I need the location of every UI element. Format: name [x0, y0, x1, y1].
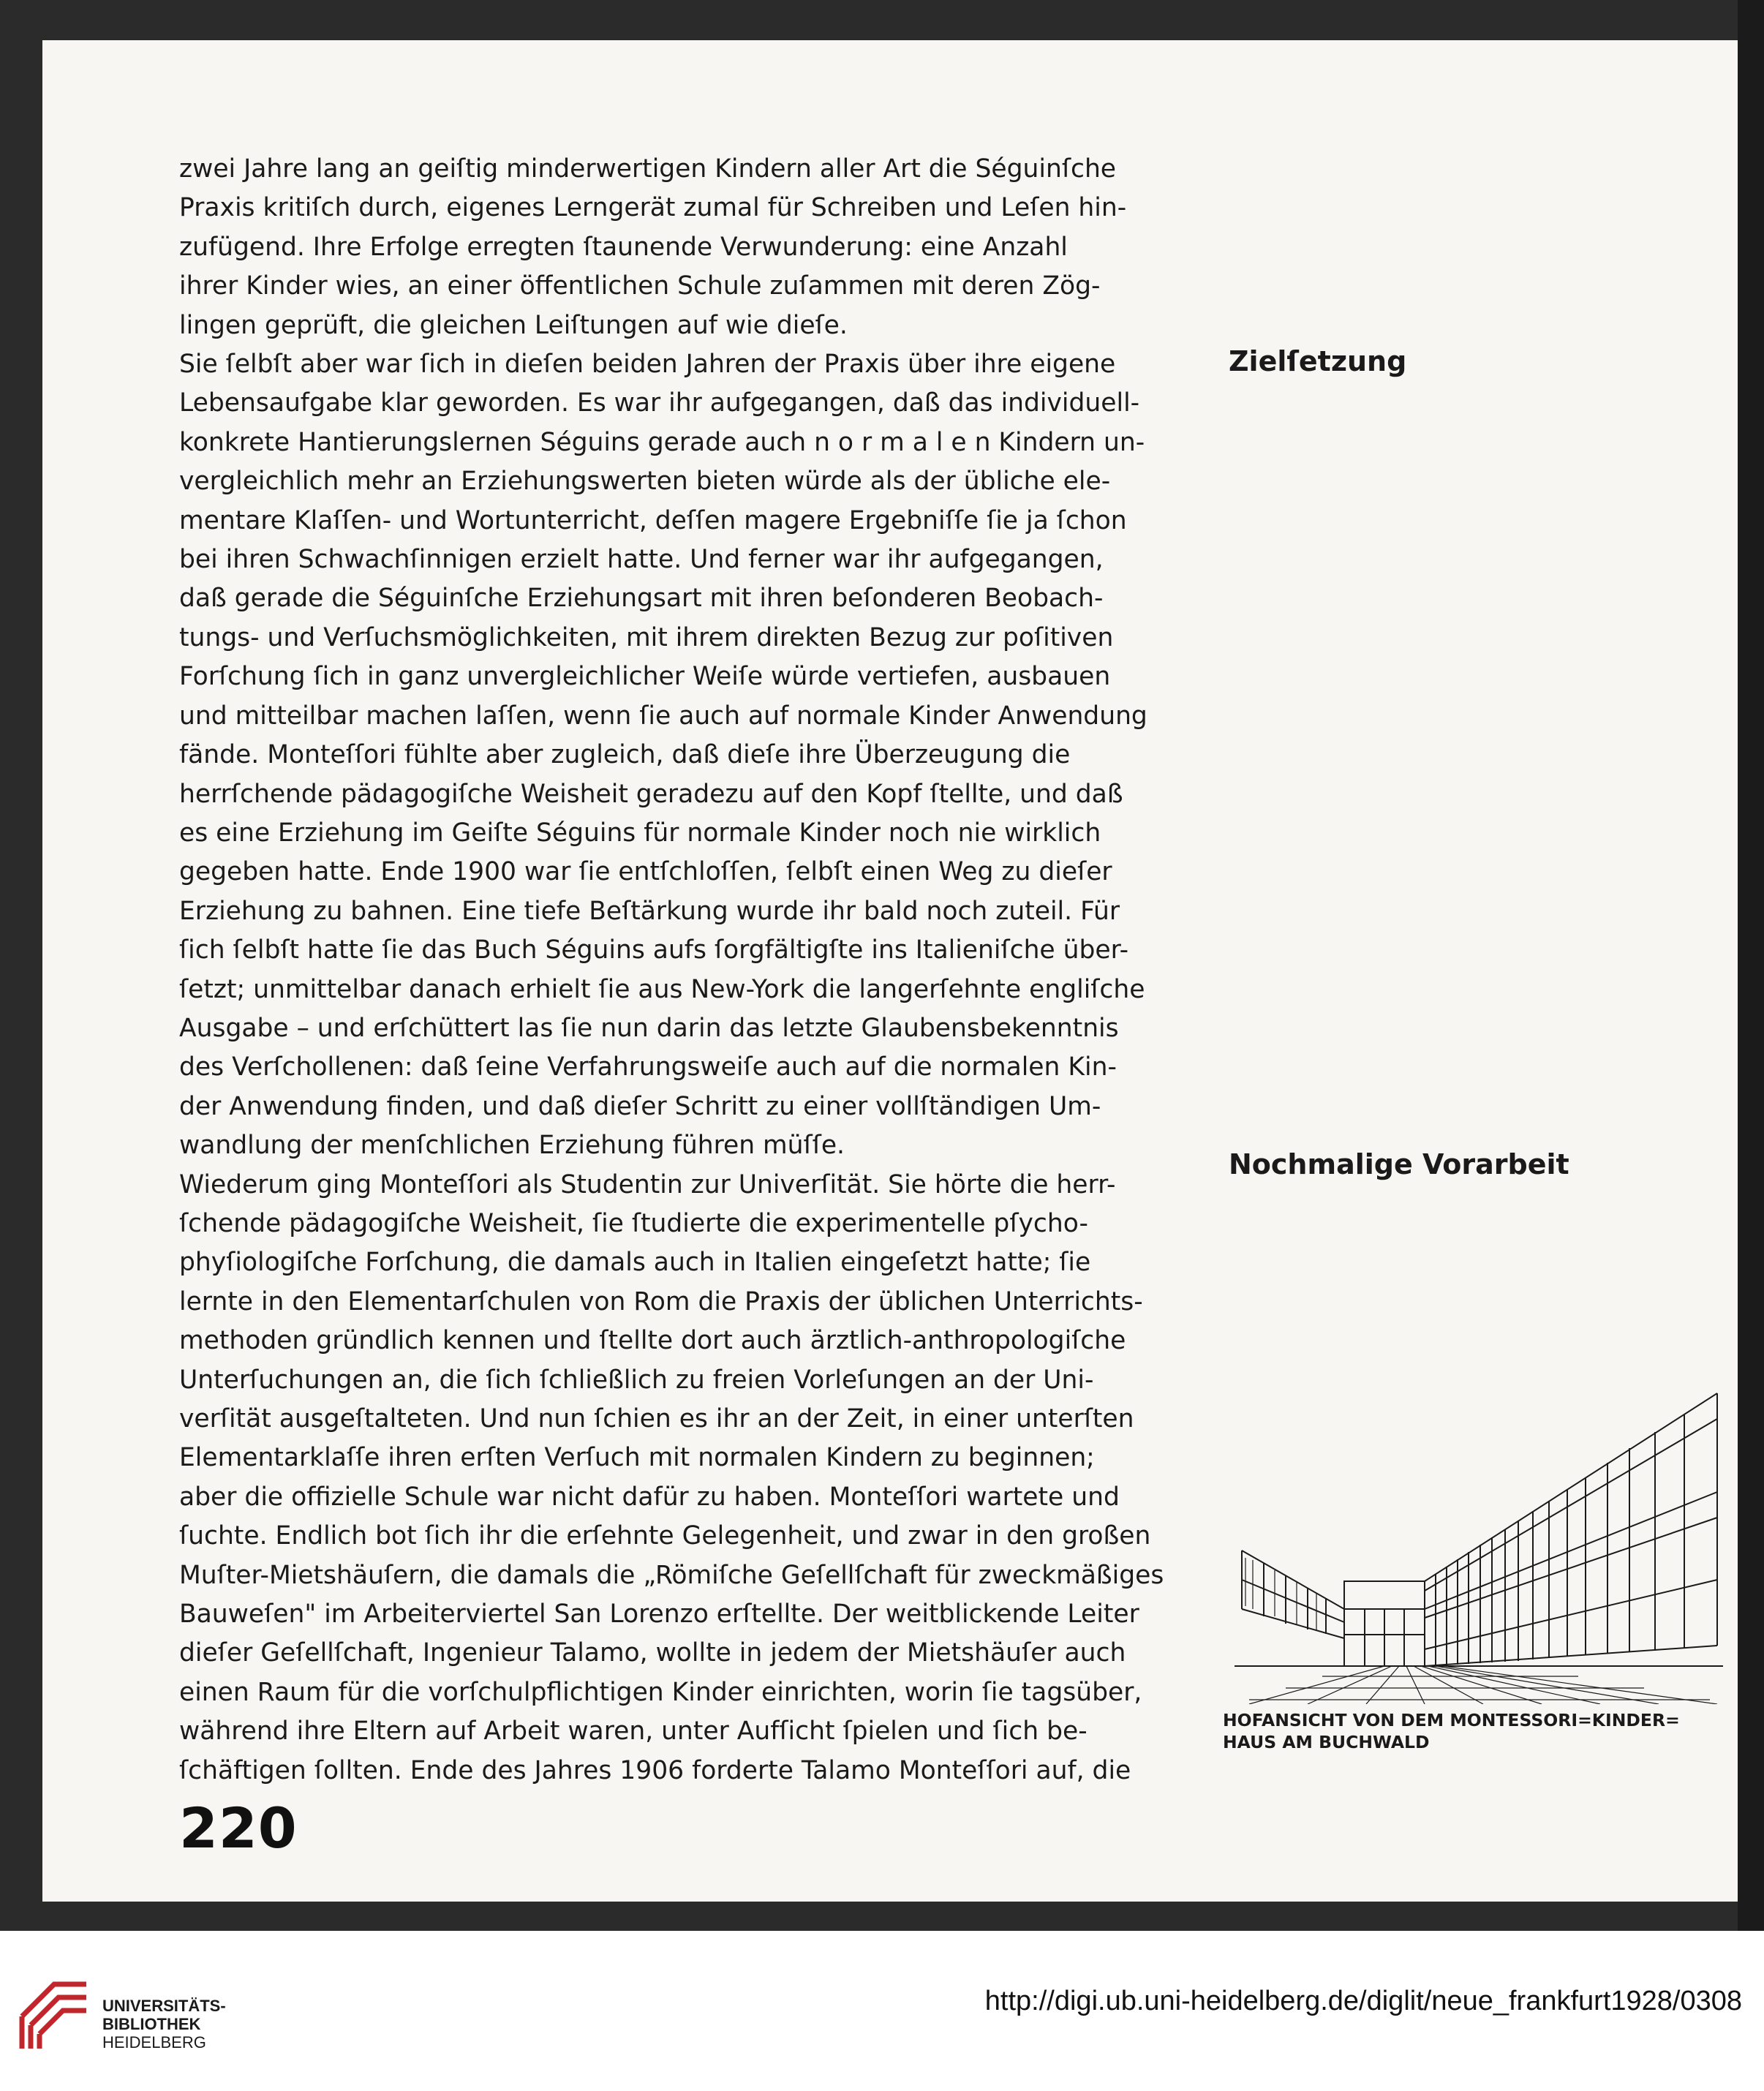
text-line: konkrete Hantierungslernen Séguins gerade auch n o r m a l e n Kindern un-	[179, 427, 1145, 457]
library-logo-icon[interactable]	[16, 1978, 95, 2052]
text-line: Unterſuchungen an, die ſich ſchließlich zu freien Vorleſungen an der Uni-	[179, 1365, 1094, 1395]
page-number: 220	[179, 1796, 298, 1861]
text-line: bei ihren Schwachſinnigen erzielt hatte. Und ferner war ihr aufgegangen,	[179, 545, 1104, 575]
text-line: zwei Jahre lang an geiſtig minderwertigen Kindern aller Art die Séguinſche	[179, 154, 1117, 184]
text-line: daß gerade die Séguinſche Erziehungsart mit ihren beſonderen Beobach-	[179, 584, 1104, 614]
text-line: phyſiologiſche Forſchung, die damals auch in Italien eingeſetzt hatte; ſie	[179, 1248, 1091, 1278]
text-line: gegeben hatte. Ende 1900 war ſie entſchloſſen, ſelbſt einen Weg zu dieſer	[179, 857, 1112, 887]
text-line: Forſchung ſich in ganz unvergleichlicher Weiſe würde vertiefen, ausbauen	[179, 662, 1111, 692]
source-url-link[interactable]: http://digi.ub.uni-heidelberg.de/diglit/neue_frankfurt1928/0308	[984, 1986, 1742, 2016]
text-line: während ihre Eltern auf Arbeit waren, unter Aufſicht ſpielen und ſich be-	[179, 1717, 1088, 1747]
text-line: vergleichlich mehr an Erziehungswerten bieten würde als der übliche ele-	[179, 467, 1111, 497]
text-line: ſuchte. Endlich bot ſich ihr die erſehnte Gelegenheit, und zwar in den großen	[179, 1521, 1151, 1551]
library-name-line: BIBLIOTHEK	[102, 2015, 201, 2033]
courtyard-illustration	[1235, 1390, 1723, 1704]
text-line: der Anwendung finden, und daß dieſer Schritt zu einer vollſtändigen Um-	[179, 1091, 1101, 1121]
sidenote-nochmalige-vorarbeit: Nochmalige Vorarbeit	[1229, 1148, 1569, 1180]
text-line: ſchäftigen ſollten. Ende des Jahres 1906 forderte Talamo Monteſſori auf, die	[179, 1755, 1131, 1785]
text-line: aber die offizielle Schule war nicht dafür zu haben. Monteſſori wartete und	[179, 1482, 1120, 1512]
text-line: des Verſchollenen: daß ſeine Verfahrungsweiſe auch auf die normalen Kin-	[179, 1052, 1117, 1082]
body-text	[179, 150, 1196, 1790]
text-line: mentare Klaſſen- und Wortunterricht, deſſen magere Ergebniſſe ſie ja ſchon	[179, 505, 1127, 535]
paragraph-2	[179, 345, 1196, 1166]
text-line: Praxis kritiſch durch, eigenes Lerngerät zumal für Schreiben und Leſen hin-	[179, 193, 1127, 223]
text-line: ſich ſelbſt hatte ſie das Buch Séguins aufs ſorgfältigſte ins Italieniſche über-	[179, 935, 1129, 965]
text-line: Ausgabe – und erſchüttert las ſie nun darin das letzte Glaubensbekenntnis	[179, 1013, 1119, 1043]
sidenote-zielsetzung: Zielſetzung	[1229, 345, 1407, 377]
scan-edge	[1738, 0, 1764, 1931]
text-line: Erziehung zu bahnen. Eine tiefe Beſtärkung wurde ihr bald noch zuteil. Für	[179, 896, 1120, 926]
text-line: Sie ſelbſt aber war ſich in dieſen beiden Jahren der Praxis über ihre eigene	[179, 350, 1116, 380]
text-line: es eine Erziehung im Geiſte Séguins für normale Kinder noch nie wirklich	[179, 818, 1101, 848]
text-line: verſität ausgeſtalteten. Und nun ſchien es ihr an der Zeit, in einer unterſten	[179, 1404, 1134, 1433]
library-name[interactable]	[102, 1997, 226, 2052]
text-line: ſchende pädagogiſche Weisheit, ſie ſtudierte die experimentelle pſycho-	[179, 1208, 1088, 1238]
text-line: Muſter-Mietshäuſern, die damals die „Römiſche Geſellſchaft für zweckmäßiges	[179, 1560, 1164, 1590]
text-line: fände. Monteſſori fühlte aber zugleich, daß dieſe ihre Überzeugung die	[179, 740, 1071, 770]
text-line: Bauweſen" im Arbeiterviertel San Lorenzo erſtellte. Der weitblickende Leiter	[179, 1600, 1139, 1630]
caption-line: HAUS AM BUCHWALD	[1223, 1732, 1430, 1752]
text-line: Elementarklaſſe ihren erſten Verſuch mit normalen Kindern zu beginnen;	[179, 1443, 1095, 1473]
text-line: und mitteilbar machen laſſen, wenn ſie auch auf normale Kinder Anwendung	[179, 701, 1147, 731]
text-line: lernte in den Elementarſchulen von Rom die Praxis der üblichen Unterrichts-	[179, 1286, 1143, 1316]
caption-line: HOFANSICHT VON DEM MONTESSORI=KINDER=	[1223, 1710, 1680, 1730]
library-name-line: UNIVERSITÄTS-	[102, 1997, 226, 2015]
text-line: herrſchende pädagogiſche Weisheit geradezu auf den Kopf ſtellte, und daß	[179, 779, 1123, 809]
figure-caption	[1223, 1709, 1735, 1753]
paragraph-3	[179, 1166, 1196, 1791]
text-line: tungs- und Verſuchsmöglichkeiten, mit ihrem direkten Bezug zur poſitiven	[179, 622, 1114, 652]
text-line: ſetzt; unmittelbar danach erhielt ſie aus New-York die langerſehnte engliſche	[179, 974, 1145, 1004]
text-line: lingen geprüft, die gleichen Leiſtungen auf wie dieſe.	[179, 310, 848, 340]
text-line: ihrer Kinder wies, an einer öffentlichen Schule zuſammen mit deren Zög-	[179, 271, 1101, 301]
text-line: wandlung der menſchlichen Erziehung führen müſſe.	[179, 1131, 845, 1161]
paragraph-1	[179, 150, 1196, 345]
text-line: dieſer Geſellſchaft, Ingenieur Talamo, wollte in jedem der Mietshäuſer auch	[179, 1638, 1126, 1668]
text-line: einen Raum für die vorſchulpflichtigen Kinder einrichten, worin ſie tagsüber,	[179, 1677, 1142, 1707]
library-name-line: HEIDELBERG	[102, 2033, 206, 2052]
text-line: zufügend. Ihre Erfolge erregten ſtaunende Verwunderung: eine Anzahl	[179, 232, 1068, 262]
text-line: methoden gründlich kennen und ſtellte dort auch ärztlich-anthropologiſche	[179, 1326, 1126, 1356]
text-line: Wiederum ging Monteſſori als Studentin zur Univerſität. Sie hörte die herr-	[179, 1169, 1116, 1199]
text-line: Lebensaufgabe klar geworden. Es war ihr aufgegangen, daß das individuell-	[179, 388, 1140, 418]
